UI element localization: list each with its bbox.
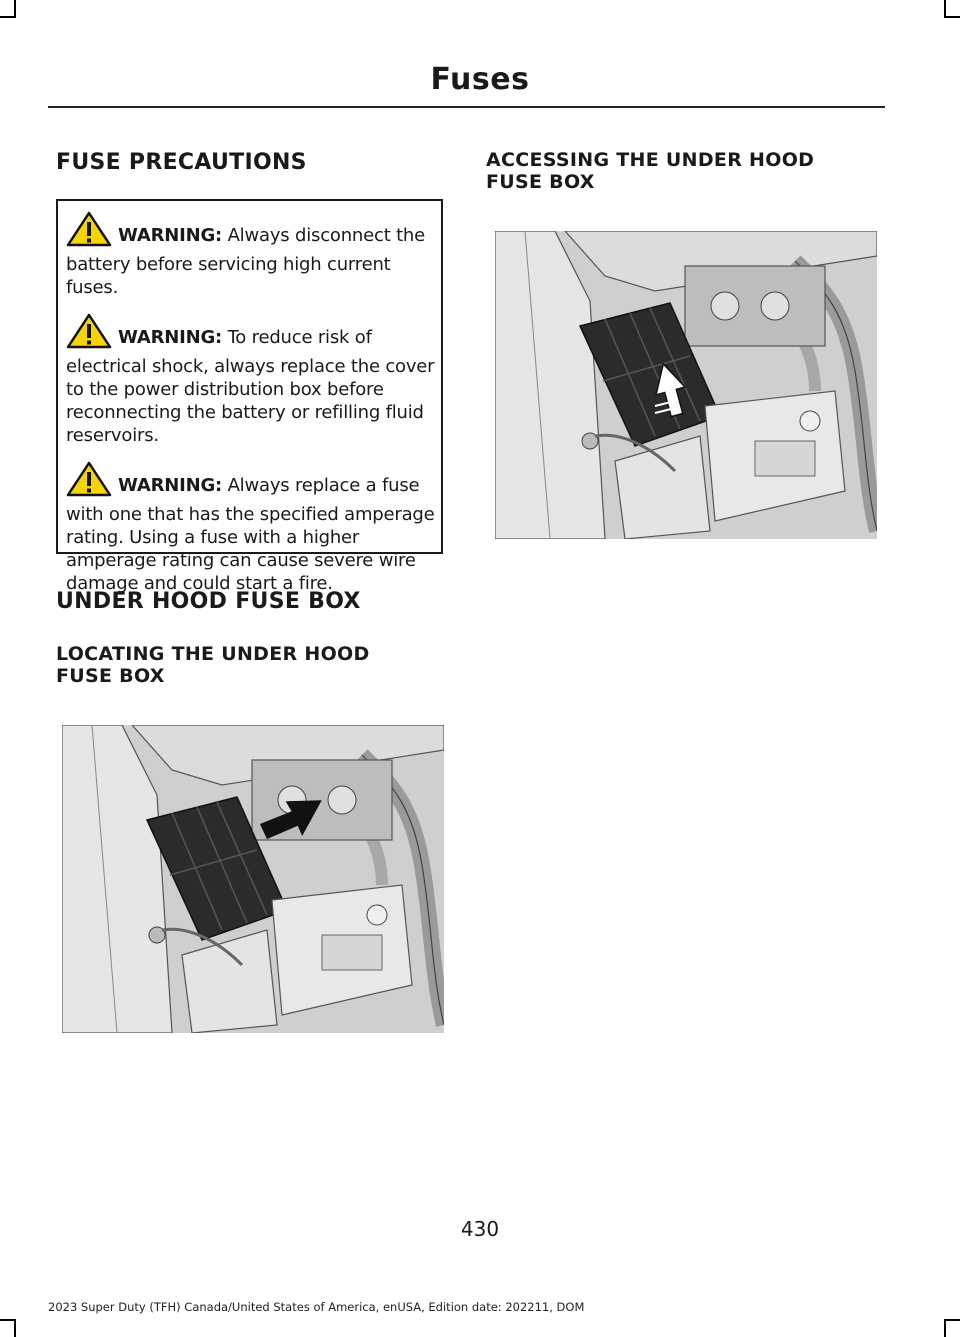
warning-text: Always replace a fuse with one that has the specified amperage rating. Using a fuse with a higher amperage rating can cause severe wire damage and could start a fire. bbox=[66, 475, 435, 594]
subsection-title-accessing-line2: FUSE BOX bbox=[486, 171, 595, 193]
subsection-title-accessing-line1: ACCESSING THE UNDER HOOD bbox=[486, 149, 815, 171]
warning-triangle-icon bbox=[66, 313, 112, 355]
warning-text: To reduce risk of electrical shock, always replace the cover to the power distribution box before reconnecting the battery or refilling fluid reservoirs. bbox=[66, 327, 435, 446]
subsection-title-locating-line1: LOCATING THE UNDER HOOD bbox=[56, 643, 370, 665]
footer-edition-text: 2023 Super Duty (TFH) Canada/United States of America, enUSA, Edition date: 202211, DOM bbox=[48, 1300, 585, 1314]
page-number: 430 bbox=[460, 1217, 500, 1241]
warning-text: Always disconnect the battery before servicing high current fuses. bbox=[66, 225, 426, 298]
warning-1 bbox=[66, 211, 435, 299]
warning-label: WARNING: bbox=[118, 327, 223, 348]
header-divider bbox=[48, 106, 885, 108]
crop-mark bbox=[944, 1319, 946, 1337]
warning-triangle-icon bbox=[66, 211, 112, 253]
subsection-title-locating-line2: FUSE BOX bbox=[56, 665, 165, 687]
figure-locating-fuse-box bbox=[62, 725, 444, 1033]
section-title-fuse-precautions: FUSE PRECAUTIONS bbox=[56, 150, 307, 175]
figure-accessing-fuse-box bbox=[495, 231, 877, 539]
page-header-title: Fuses bbox=[430, 62, 530, 97]
crop-mark bbox=[944, 1319, 960, 1321]
section-title-under-hood-fuse-box: UNDER HOOD FUSE BOX bbox=[56, 589, 361, 614]
crop-mark bbox=[0, 16, 16, 18]
warning-label: WARNING: bbox=[118, 475, 223, 496]
warning-3 bbox=[66, 461, 435, 595]
crop-mark bbox=[944, 16, 960, 18]
warning-triangle-icon bbox=[66, 461, 112, 503]
crop-mark bbox=[14, 1319, 16, 1337]
warning-box bbox=[56, 199, 443, 594]
warning-2 bbox=[66, 313, 435, 447]
warning-label: WARNING: bbox=[118, 225, 223, 246]
crop-mark bbox=[0, 1319, 16, 1321]
